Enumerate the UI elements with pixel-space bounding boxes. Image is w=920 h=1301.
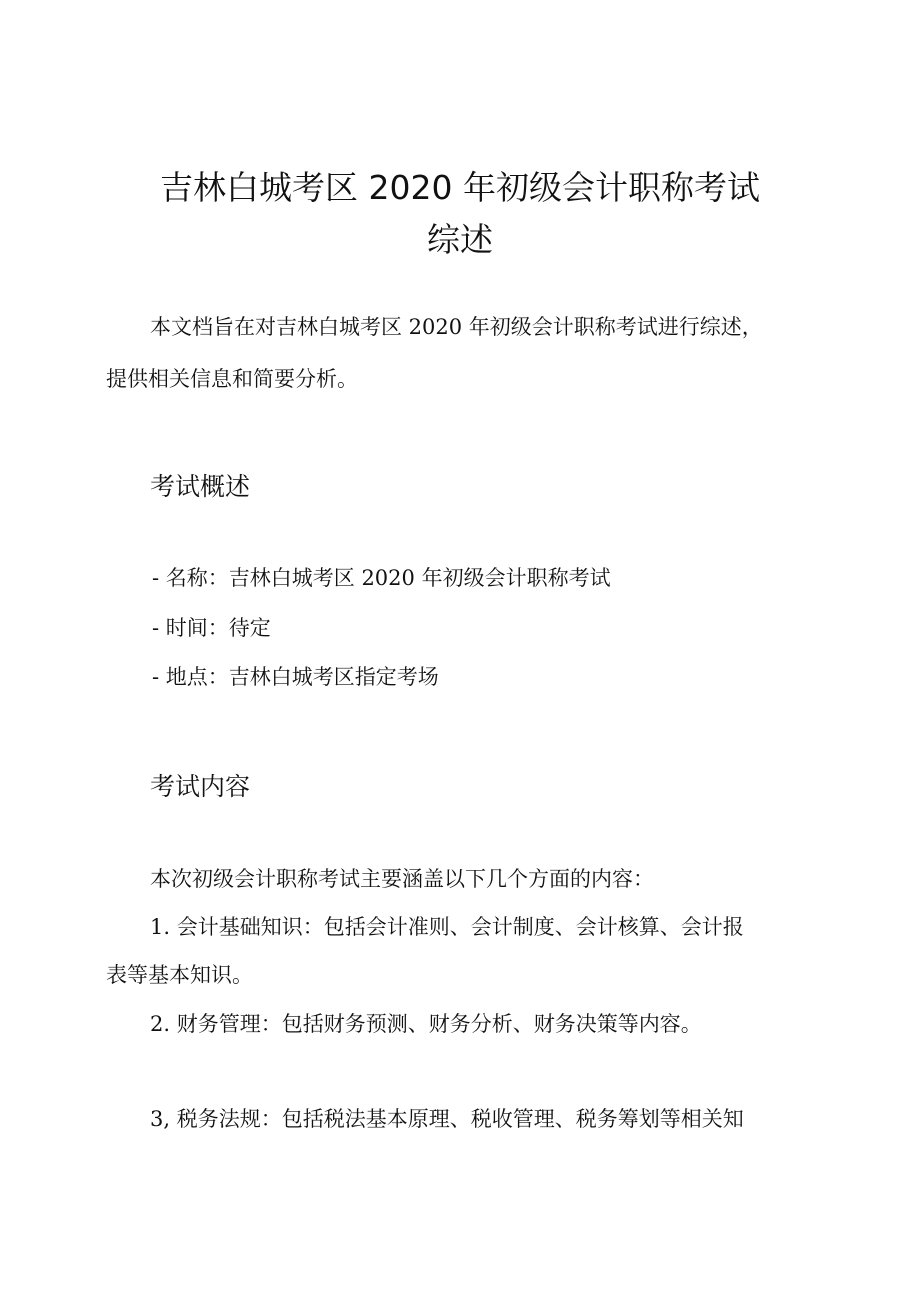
document-title-line-1: 吉林白城考区 2020 年初级会计职称考试 bbox=[160, 168, 760, 207]
content-item-2: 2. 财务管理：包括财务预测、财务分析、财务决策等内容。 bbox=[150, 1012, 702, 1036]
overview-item-time: - 时间：待定 bbox=[152, 616, 271, 640]
section-heading-overview: 考试概述 bbox=[150, 472, 251, 501]
content-item-3: 3, 税务法规：包括税法基本原理、税收管理、税务筹划等相关知 bbox=[150, 1107, 744, 1131]
overview-item-location: - 地点：吉林白城考区指定考场 bbox=[152, 665, 439, 689]
overview-item-name: - 名称：吉林白城考区 2020 年初级会计职称考试 bbox=[152, 566, 611, 590]
content-item-1-line-1: 1. 会计基础知识：包括会计准则、会计制度、会计核算、会计报 bbox=[150, 915, 744, 939]
content-item-1-line-2: 表等基本知识。 bbox=[106, 963, 253, 987]
section-heading-content: 考试内容 bbox=[150, 772, 251, 801]
intro-paragraph-line-1: 本文档旨在对吉林白城考区 2020 年初级会计职称考试进行综述， bbox=[150, 315, 763, 339]
content-intro: 本次初级会计职称考试主要涵盖以下几个方面的内容： bbox=[150, 867, 654, 891]
intro-paragraph-line-2: 提供相关信息和简要分析。 bbox=[106, 367, 358, 391]
document-title-line-2: 综述 bbox=[427, 220, 493, 259]
